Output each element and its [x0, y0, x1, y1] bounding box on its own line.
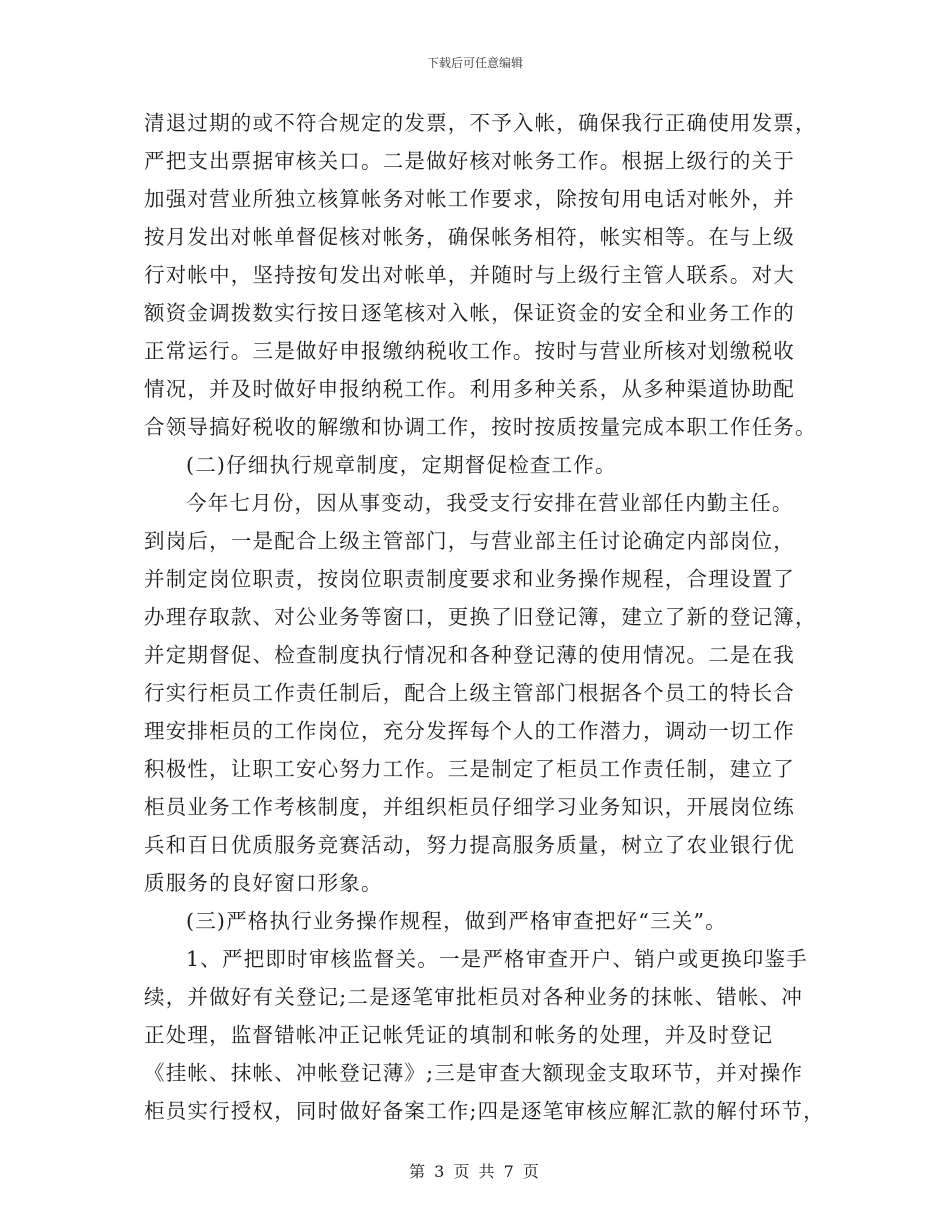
text-line: 1、严把即时审核监督关。一是严格审查开户、销户或更换印鉴手 [186, 947, 808, 971]
page-header: 下载后可任意编辑 [426, 56, 523, 70]
text-line: 到岗后，一是配合上级主管部门，与营业部主任讨论确定内部岗位， [144, 529, 795, 553]
text-line: 今年七月份，因从事变动，我受支行安排在营业部任内勤主任。 [186, 491, 794, 515]
text-line: 积极性，让职工安心努力工作。三是制定了柜员工作责任制，建立了 [144, 757, 795, 781]
text-line: 正常运行。三是做好申报缴纳税收工作。按时与营业所核对划缴税收 [144, 339, 795, 363]
page-number: 第 3 页 共 7 页 [409, 1162, 541, 1181]
text-line: 理安排柜员的工作岗位，充分发挥每个人的工作潜力，调动一切工作 [144, 719, 795, 743]
text-line: 办理存取款、对公业务等窗口，更换了旧登记簿，建立了新的登记簿， [144, 605, 817, 629]
text-line: 《挂帐、抹帐、冲帐登记薄》;三是审查大额现金支取环节，并对操作 [144, 1061, 804, 1085]
text-line: 清退过期的或不符合规定的发票，不予入帐，确保我行正确使用发票， [144, 111, 817, 135]
text-line: 按月发出对帐单督促核对帐务，确保帐务相符，帐实相等。在与上级 [144, 225, 795, 249]
text-line: 兵和百日优质服务竞赛活动，努力提高服务质量，树立了农业银行优 [144, 833, 795, 857]
text-line: 合领导搞好税收的解缴和协调工作，按时按质按量完成本职工作任务。 [144, 415, 817, 439]
text-line: 行实行柜员工作责任制后，配合上级主管部门根据各个员工的特长合 [144, 681, 795, 705]
text-line: 情况，并及时做好申报纳税工作。利用多种关系，从多种渠道协助配 [144, 377, 795, 401]
text-line: 柜员实行授权，同时做好备案工作;四是逐笔审核应解汇款的解付环节， [144, 1099, 825, 1123]
section-heading: (三)严格执行业务操作规程，做到严格审查把好“三关”。 [186, 909, 727, 933]
text-line: 并制定岗位职责，按岗位职责制度要求和业务操作规程，合理设置了 [144, 567, 795, 591]
text-line: 行对帐中，坚持按旬发出对帐单，并随时与上级行主管人联系。对大 [144, 263, 795, 287]
text-line: 质服务的良好窗口形象。 [144, 871, 383, 895]
text-line: 加强对营业所独立核算帐务对帐工作要求，除按旬用电话对帐外，并 [144, 187, 795, 211]
text-line: 严把支出票据审核关口。二是做好核对帐务工作。根据上级行的关于 [144, 149, 795, 173]
text-line: 额资金调拨数实行按日逐笔核对入帐，保证资金的安全和业务工作的 [144, 301, 795, 325]
text-line: 正处理，监督错帐冲正记帐凭证的填制和帐务的处理，并及时登记 [144, 1023, 774, 1047]
text-line: 并定期督促、检查制度执行情况和各种登记薄的使用情况。二是在我 [144, 643, 795, 667]
text-line: 柜员业务工作考核制度，并组织柜员仔细学习业务知识，开展岗位练 [144, 795, 795, 819]
section-heading: (二)仔细执行规章制度，定期督促检查工作。 [186, 453, 617, 477]
text-line: 续，并做好有关登记;二是逐笔审批柜员对各种业务的抹帐、错帐、冲 [144, 985, 804, 1009]
